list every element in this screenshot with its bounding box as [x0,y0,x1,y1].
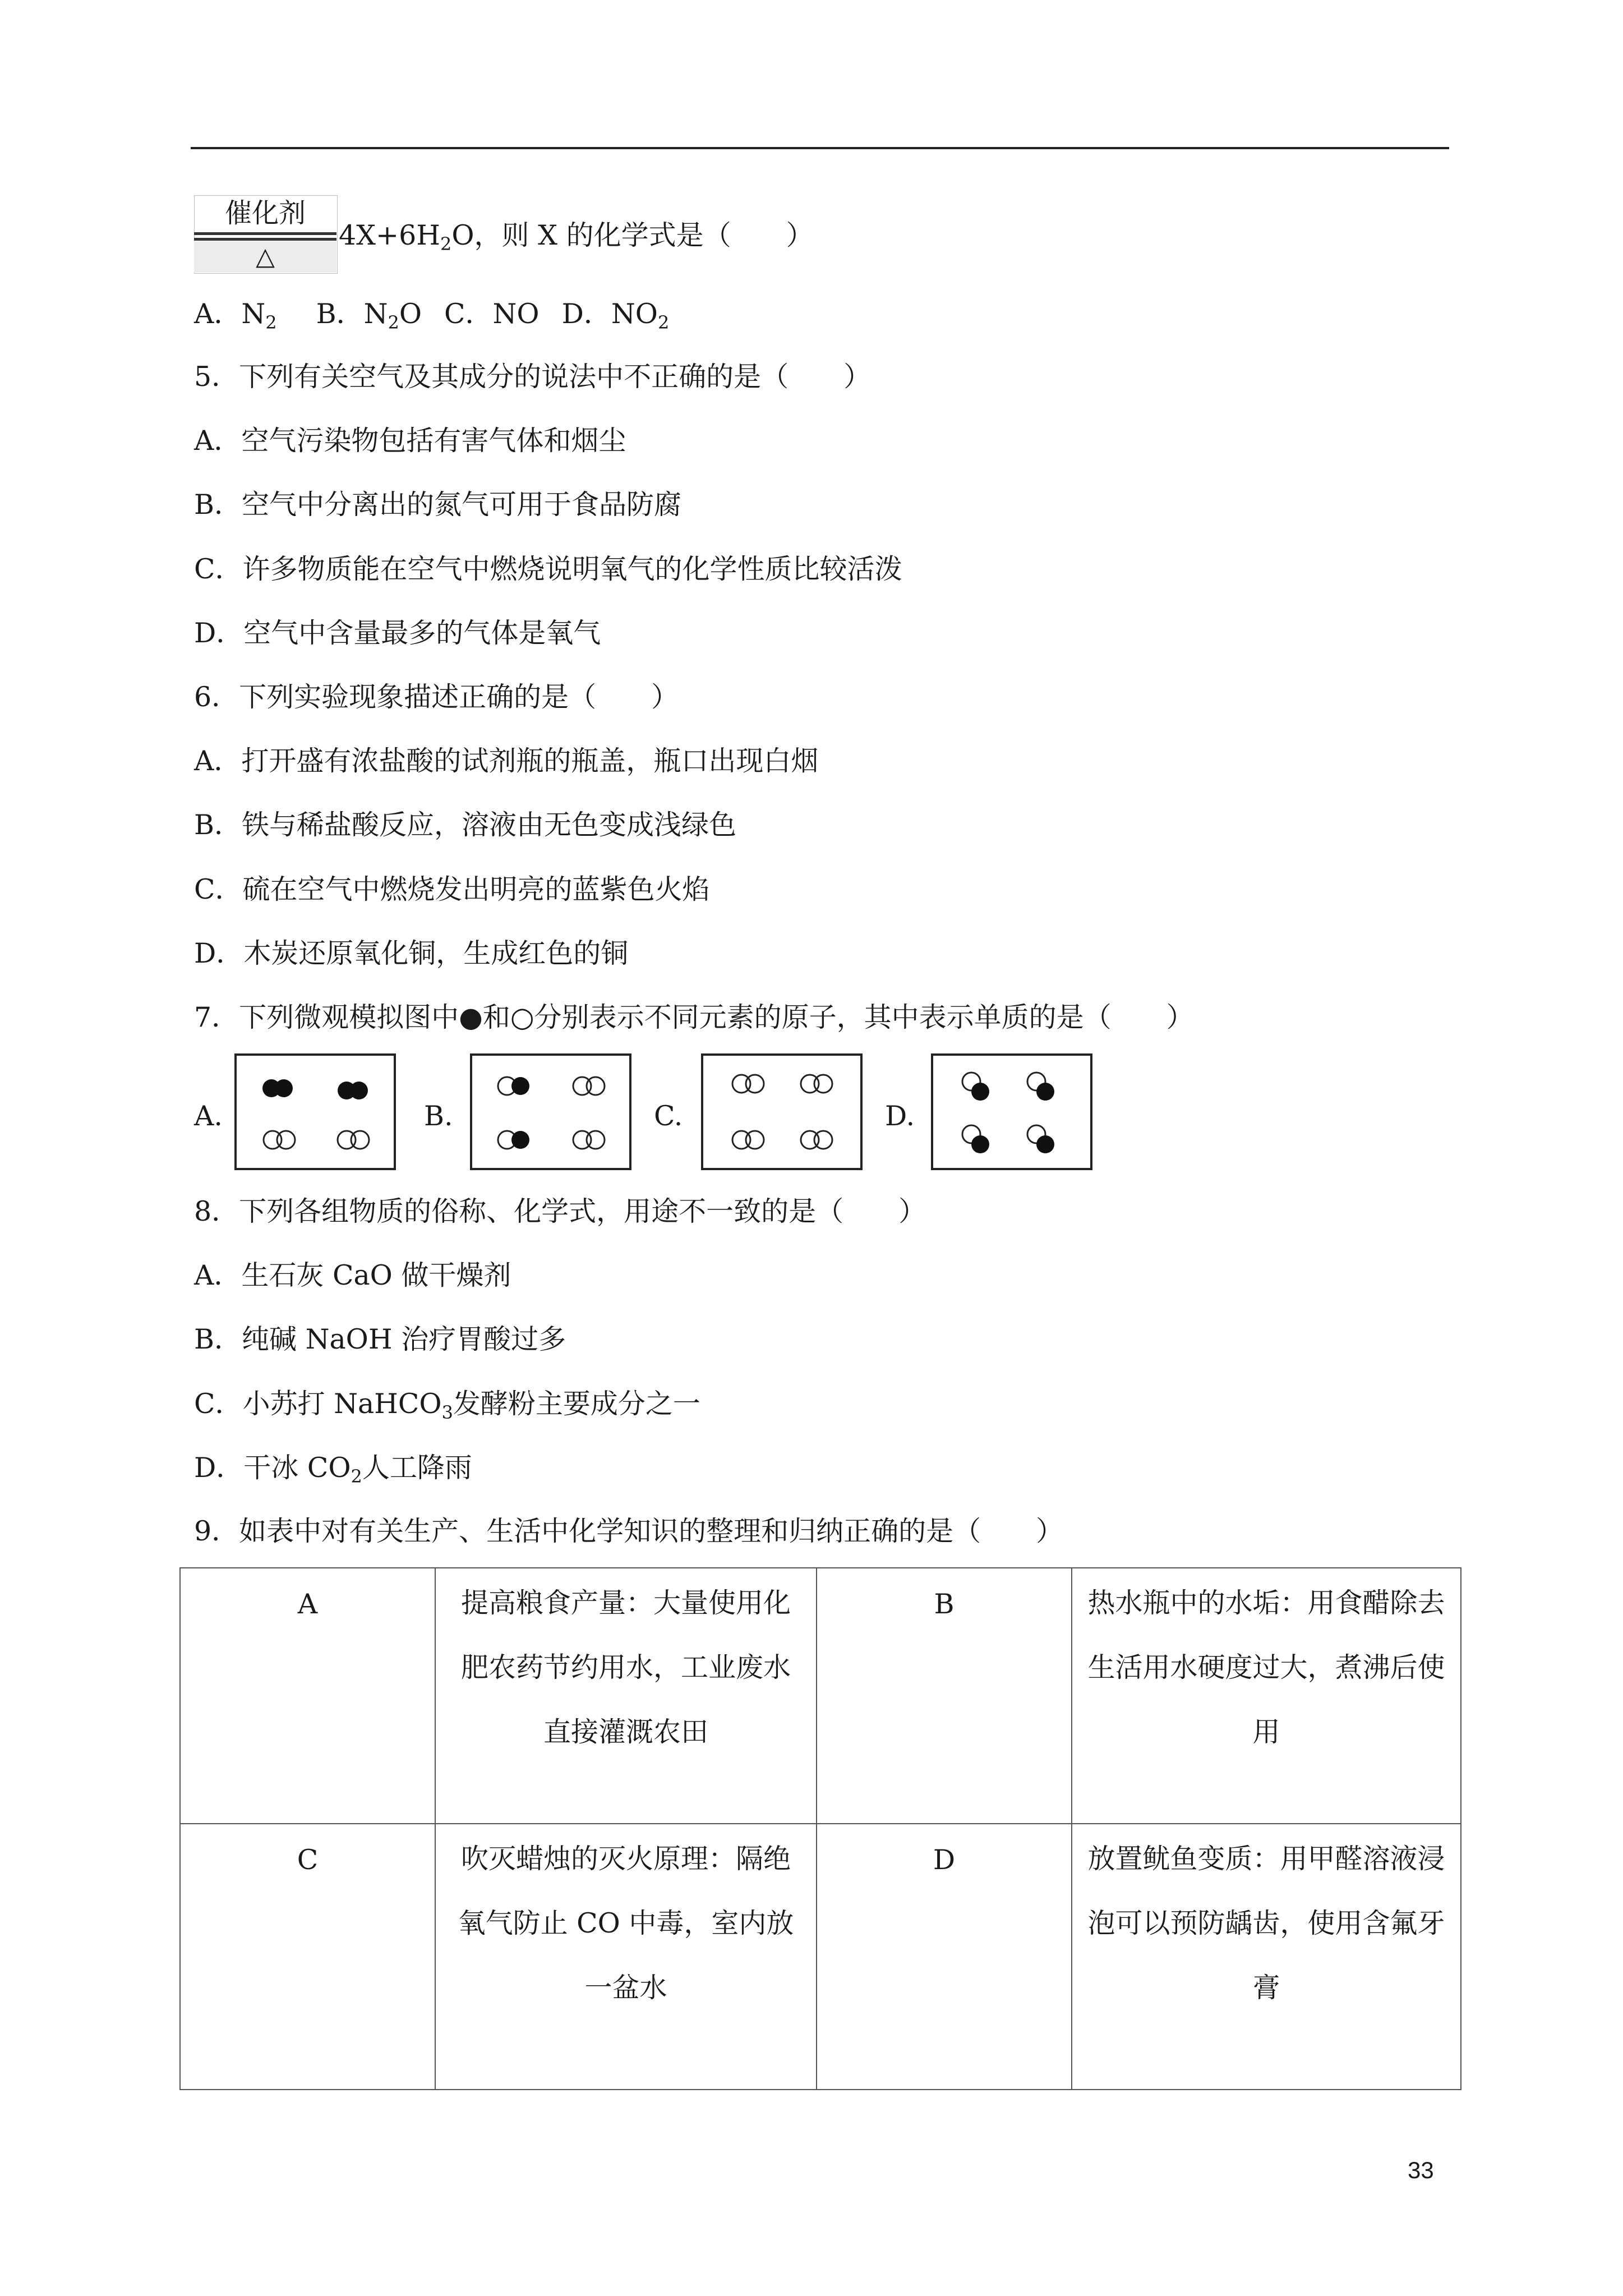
q4-option-d: D．$NO_2$ [561,298,670,333]
table-cell-text-b: 热水瓶中的水垢：用食醋除去生活用水硬度过大，煮沸后使用 [1072,1568,1461,1824]
q7-label-b: B. [424,1100,453,1132]
q8-option-b: B．纯碱 NaOH 治疗胃酸过多 [194,1323,566,1355]
q7-figure-c [701,1053,863,1170]
q8-option-d: D．干冰 $CO_2$人工降雨 [194,1452,472,1487]
q8-stem: 8．下列各组物质的俗称、化学式，用途不一致的是（ ） [194,1195,926,1227]
q9-table [179,1567,1461,2090]
heat-symbol: △ [194,241,336,273]
q7-figure-d [931,1053,1092,1170]
q4-option-c: C．NO [444,298,540,330]
q5-stem: 5．下列有关空气及其成分的说法中不正确的是（ ） [194,361,872,393]
q7-figure-b [470,1053,631,1170]
header-rule [191,147,1449,149]
q8-option-c: C．小苏打 NaHCO$_3$发酵粉主要成分之一 [194,1388,700,1423]
q6-option-b: B．铁与稀盐酸反应，溶液由无色变成浅绿色 [194,809,737,841]
catalyst-label: 催化剂 [224,197,306,229]
q7-label-c: C. [654,1100,683,1132]
q6-stem: 6．下列实验现象描述正确的是（ ） [194,681,679,713]
q6-option-c: C．硫在空气中燃烧发出明亮的蓝紫色火焰 [194,873,710,905]
table-row [180,1568,1461,1824]
q7-label-a: A. [194,1100,223,1132]
table-cell-text-d: 放置鱿鱼变质：用甲醛溶液浸泡可以预防龋齿，使用含氟牙膏 [1072,1824,1461,2090]
equation-tail: $4X+6H_2O$，则 X 的化学式是（ ） [339,219,814,255]
q4-option-b: B．$N_2O$ [316,298,422,333]
q9-stem: 9．如表中对有关生产、生活中化学知识的整理和归纳正确的是（ ） [194,1515,1064,1547]
q6-option-d: D．木炭还原氧化铜，生成红色的铜 [194,937,629,969]
q6-option-a: A．打开盛有浓盐酸的试剂瓶的瓶盖，瓶口出现白烟 [194,745,819,777]
table-cell-label-a: A [180,1568,435,1824]
table-cell-label-b: B [817,1568,1072,1824]
catalyst-condition-image [194,195,338,274]
q5-option-c: C．许多物质能在空气中燃烧说明氧气的化学性质比较活泼 [194,553,902,585]
table-cell-text-c: 吹灭蜡烛的灭火原理：隔绝氧气防止 CO 中毒，室内放一盆水 [435,1824,817,2090]
table-cell-text-a: 提高粮食产量：大量使用化肥农药节约用水，工业废水直接灌溉农田 [435,1568,817,1824]
page-number: 33 [1408,2157,1434,2183]
table-cell-label-d: D [817,1824,1072,2090]
q4-options [194,297,669,339]
q7-label-d: D. [885,1100,915,1132]
q5-option-d: D．空气中含量最多的气体是氧气 [194,617,601,649]
table-cell-label-c: C [180,1824,435,2090]
q5-option-b: B．空气中分离出的氮气可用于食品防腐 [194,489,682,521]
q7-figure-a [234,1053,396,1170]
q7-stem: 7．下列微观模拟图中●和○分别表示不同元素的原子，其中表示单质的是（ ） [194,1001,1194,1033]
q4-option-a: A．$N_2$ [194,298,277,333]
table-row [180,1824,1461,2090]
q8-option-a: A．生石灰 CaO 做干燥剂 [194,1259,511,1291]
q5-option-a: A．空气污染物包括有害气体和烟尘 [194,425,626,457]
